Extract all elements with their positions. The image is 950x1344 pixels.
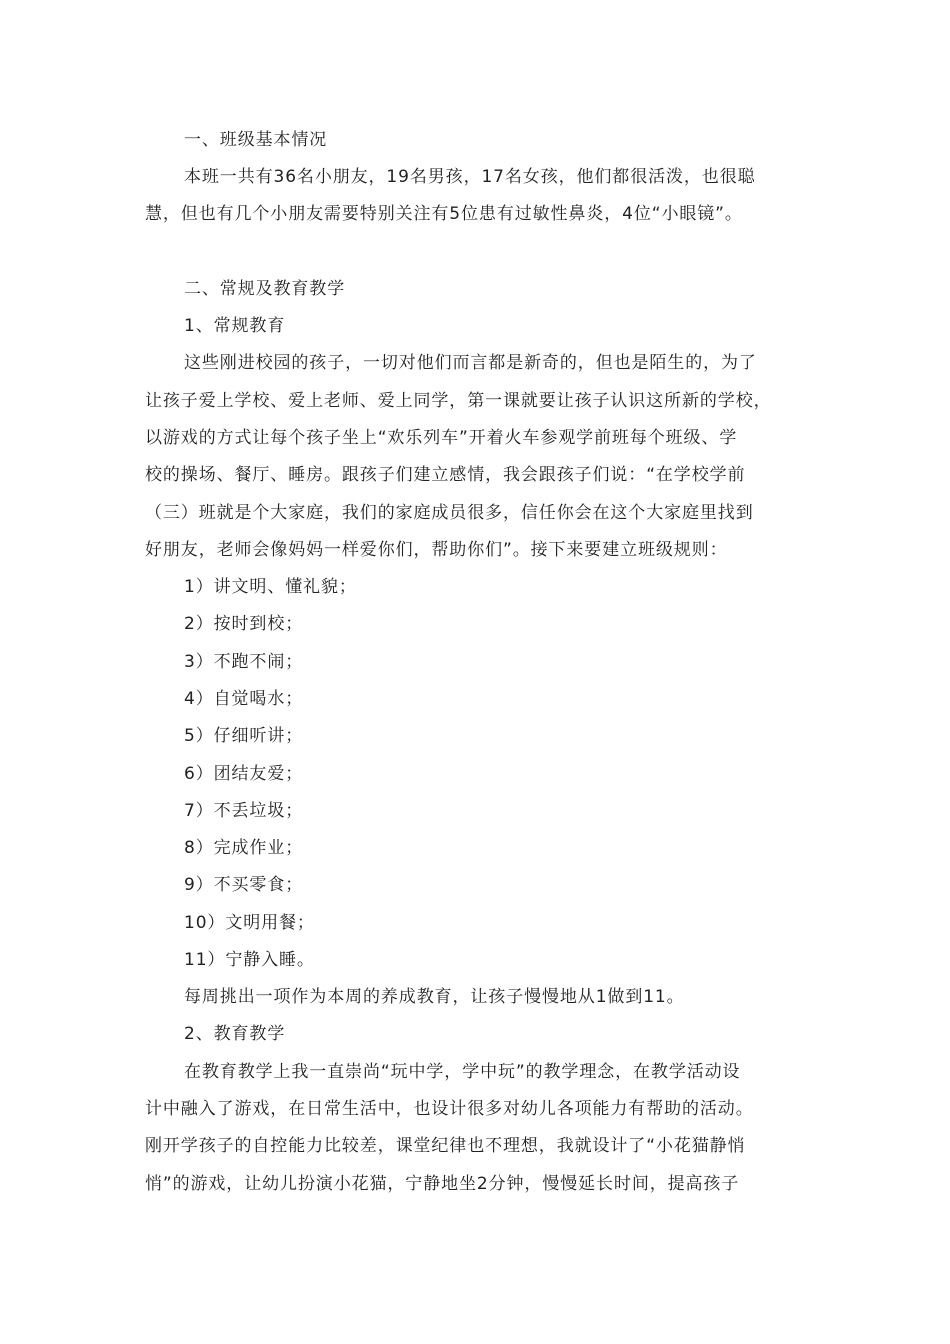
section-heading-1: 一、班级基本情况 bbox=[184, 130, 328, 150]
paragraph-line: 以游戏的方式让每个孩子坐上“欢乐列车”开着火车参观学前班每个班级、学 bbox=[145, 428, 738, 448]
paragraph-line: 让孩子爱上学校、爱上老师、爱上同学，第一课就要让孩子认识这所新的学校， bbox=[145, 391, 772, 411]
list-item: 3）不跑不闹； bbox=[184, 652, 304, 672]
paragraph-line: 在教育教学上我一直崇尚“玩中学，学中玩”的教学理念，在教学活动设 bbox=[184, 1062, 741, 1082]
list-item: 6）团结友爱； bbox=[184, 764, 304, 784]
paragraph-line: 校的操场、餐厅、睡房。跟孩子们建立感情，我会跟孩子们说：“在学校学前 bbox=[145, 465, 746, 485]
paragraph-line: 这些刚进校园的孩子，一切对他们而言都是新奇的，但也是陌生的，为了 bbox=[184, 353, 757, 373]
list-item: 9）不买零食； bbox=[184, 875, 304, 895]
paragraph-line: 本班一共有36名小朋友，19名男孩，17名女孩，他们都很活泼，也很聪 bbox=[184, 167, 756, 187]
paragraph-line: （三）班就是个大家庭，我们的家庭成员很多，信任你会在这个大家庭里找到 bbox=[145, 503, 754, 523]
subsection-heading-2: 2、教育教学 bbox=[184, 1024, 286, 1044]
subsection-heading-1: 1、常规教育 bbox=[184, 316, 286, 336]
list-item: 2）按时到校； bbox=[184, 614, 304, 634]
list-item: 11）宁静入睡。 bbox=[184, 950, 315, 970]
paragraph-line: 每周挑出一项作为本周的养成教育，让孩子慢慢地从1做到11。 bbox=[184, 987, 685, 1007]
paragraph-line: 好朋友，老师会像妈妈一样爱你们，帮助你们”。接下来要建立班级规则： bbox=[145, 540, 728, 560]
section-heading-2: 二、常规及教育教学 bbox=[184, 279, 346, 299]
list-item: 7）不丢垃圾； bbox=[184, 801, 304, 821]
list-item: 1）讲文明、懂礼貌； bbox=[184, 577, 357, 597]
list-item: 10）文明用餐； bbox=[184, 913, 315, 933]
paragraph-line: 悄”的游戏，让幼儿扮演小花猫，宁静地坐2分钟，慢慢延长时间，提高孩子 bbox=[145, 1174, 740, 1194]
paragraph-line: 刚开学孩子的自控能力比较差，课堂纪律也不理想，我就设计了“小花猫静悄 bbox=[145, 1136, 746, 1156]
list-item: 4）自觉喝水； bbox=[184, 689, 304, 709]
paragraph-line: 慧，但也有几个小朋友需要特别关注有5位患有过敏性鼻炎，4位“小眼镜”。 bbox=[145, 204, 743, 224]
paragraph-line: 计中融入了游戏，在日常生活中，也设计很多对幼儿各项能力有帮助的活动。 bbox=[145, 1099, 754, 1119]
list-item: 8）完成作业； bbox=[184, 838, 304, 858]
list-item: 5）仔细听讲； bbox=[184, 726, 304, 746]
